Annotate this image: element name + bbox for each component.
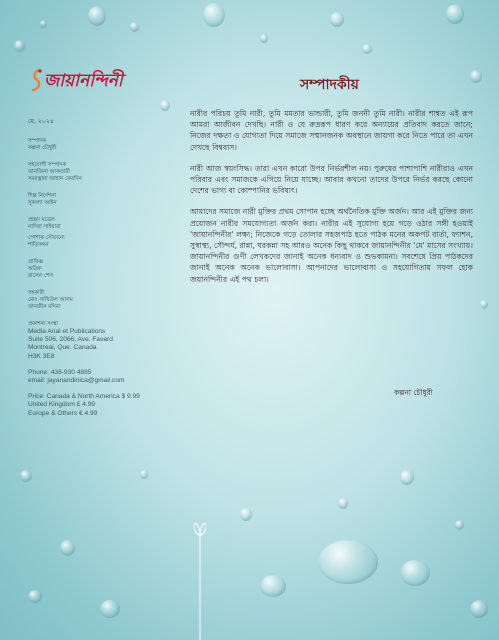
credit-group <box>28 162 178 183</box>
water-drop <box>330 12 344 27</box>
issue-date: মে, ২০২৪ <box>28 118 54 125</box>
publisher-line: H3K 3E8 <box>28 352 55 360</box>
water-drop <box>14 40 25 52</box>
water-drop <box>470 600 488 618</box>
credit-group <box>28 138 178 152</box>
credit-name: রাসেল শেখ <box>28 273 53 279</box>
credit-name: মোঃ সাখিউল আলম <box>28 297 73 303</box>
credit-role: সহযোগী সম্পাদক <box>28 162 66 168</box>
water-drop <box>338 498 348 509</box>
water-drop <box>400 470 414 485</box>
water-drop <box>446 4 464 24</box>
contact-phone: Phone: 438-930 4885 <box>28 368 92 376</box>
water-drop <box>60 540 75 556</box>
water-drop <box>455 520 464 530</box>
credit-group <box>28 259 178 280</box>
credit-name: সবরত্নারা জাহান ফেরদিন <box>28 176 82 182</box>
credit-name: তানজীন মদিনা <box>28 304 61 310</box>
credit-role: পোশাক সৌজন্যে <box>28 235 65 241</box>
water-drop <box>470 70 482 83</box>
publisher-block <box>28 321 178 361</box>
price-line: United Kingdom £ 4.99 <box>28 401 96 409</box>
credit-name: শাড়িকথন <box>28 242 49 248</box>
publisher-label: প্রকাশনা সংস্থা <box>28 321 59 327</box>
water-drop <box>140 470 148 479</box>
publisher-line: Media Arial et Publications <box>28 328 106 335</box>
credit-group <box>28 290 178 311</box>
contact-email: email: jayanandinica@gmail.com <box>28 377 125 385</box>
publisher-line: Suite 506, 2066, Ave. Favard <box>28 336 113 344</box>
water-drop <box>400 560 430 586</box>
credit-name: কল্পনা চৌধুরী <box>28 145 57 151</box>
credit-role: প্রচ্ছদ মডেল <box>28 217 55 223</box>
credit-name: অদ্রিক <box>28 266 42 272</box>
water-drop <box>88 6 106 26</box>
water-drop <box>203 3 225 27</box>
water-drop <box>160 100 170 111</box>
publisher-line: Montreal, Que. Canada <box>28 344 97 352</box>
credit-name: নাদিরা সাইয়ারা <box>28 224 61 230</box>
credit-name: তানজিনা আকতারী <box>28 169 70 175</box>
credit-role: সহকারী <box>28 290 45 296</box>
water-drop <box>480 300 488 309</box>
contact-block <box>28 369 178 385</box>
credit-group <box>28 217 178 231</box>
editorial-body <box>190 108 473 295</box>
editorial-paragraph: আমাদের সমাজে নারী মুক্তির প্রথম সোপান হচ্ছে অর্থনৈতিক মুক্তি অর্জন। আর এই মুক্তির জন্য প্রয়োজন নারীর সমযোগ্যতা অর্জন করা। নারীর এই সুযোগ্য হয়ে গড়ে ওঠার সঙ্গী হওয়াই 'জায়ানন্দিনীর' লক্ষ্য; নিজেকে গড়ে তোলার সহজপাঠ হতে পাঠক মনের অকপট বার্তা, ফ্যাশন, সুস্বাস্থ্য, সৌন্দর্য, রান্না, ঘরকন্না সহ আরও অনেক কিছু থাকবে জায়ানন্দিনীর 'মে' মাসের সংখ্যায়। জায়ানন্দিনীর গুণী লেখকদের জানাই অনেক ধন্যবাদ ও শুভকামনা। সবশেষে প্রিয় পাঠকদের জানাই অনেক অনেক ভালোবাসা। আপনাদের ভালোবাসা ও সহযোগিতায় সফল হোক জয়ানন্দিনীর এই পথ চলা। <box>190 207 473 284</box>
price-line: Europe & Others € 4.99 <box>28 409 98 417</box>
credits-sidebar <box>28 118 178 426</box>
water-drop <box>362 44 372 54</box>
editor-signature: কল্পনা চৌধুরী <box>394 388 433 397</box>
editorial-paragraph: নারী আজ স্বয়ংসিদ্ধ। তারা এখন কারো উপর নির্ভরশীল নয়। পুরুষের পাশাপাশি নারীরাও এখন পরিবার এবং সমাজকে এগিয়ে নিয়ে যাচ্ছে। আবার কখনো তাদের উপরে নির্ভর করছে কোনো দেশের ভাগ্য বা কোম্পানির ভবিষ্যৎ। <box>190 163 473 196</box>
credit-role: গ্রাফিক্স <box>28 259 44 265</box>
credit-role: শিল্প নির্দেশনা <box>28 193 57 199</box>
sprout-icon <box>190 522 210 640</box>
price-block <box>28 393 178 418</box>
water-drop <box>40 20 47 28</box>
credit-group <box>28 193 178 207</box>
editorial-title: সম্পাদকীয় <box>300 77 359 93</box>
water-drop <box>260 575 286 597</box>
credit-role: সম্পাদক <box>28 138 46 144</box>
editorial-paragraph: নারীর পরিচয় তুমি নারী, তুমি মমতার ভান্ডারী, তুমি জননী তুমি নারী। নারীর শাশ্বত এই রূপ আমরা আজীবন দেখছি। নারী ও যে রুদ্ররূপ ধারণ করে অন্যায়ের প্রতিবাদ করতে জানে; নিজের দক্ষতা ও যোগ্যতা দিয়ে সমাজে সম্মানজনক অবস্থানে জায়গা করে নিতে পারে তা এখন দেখছে বিশ্ববাস। <box>190 109 473 152</box>
water-drop <box>318 540 378 584</box>
water-drop <box>100 600 120 618</box>
price-line: Price: Canada & North America $ 9.99 <box>28 393 140 401</box>
credit-group <box>28 235 178 249</box>
water-drop <box>260 34 268 43</box>
logo-swirl-icon <box>30 68 44 92</box>
water-drop <box>130 22 139 32</box>
magazine-logo: জায়ানন্দিনী <box>44 71 123 91</box>
water-drop <box>28 590 42 603</box>
water-drop <box>240 508 252 521</box>
credit-name: সুকল্যা আইন <box>28 200 57 206</box>
water-drop <box>20 470 32 482</box>
